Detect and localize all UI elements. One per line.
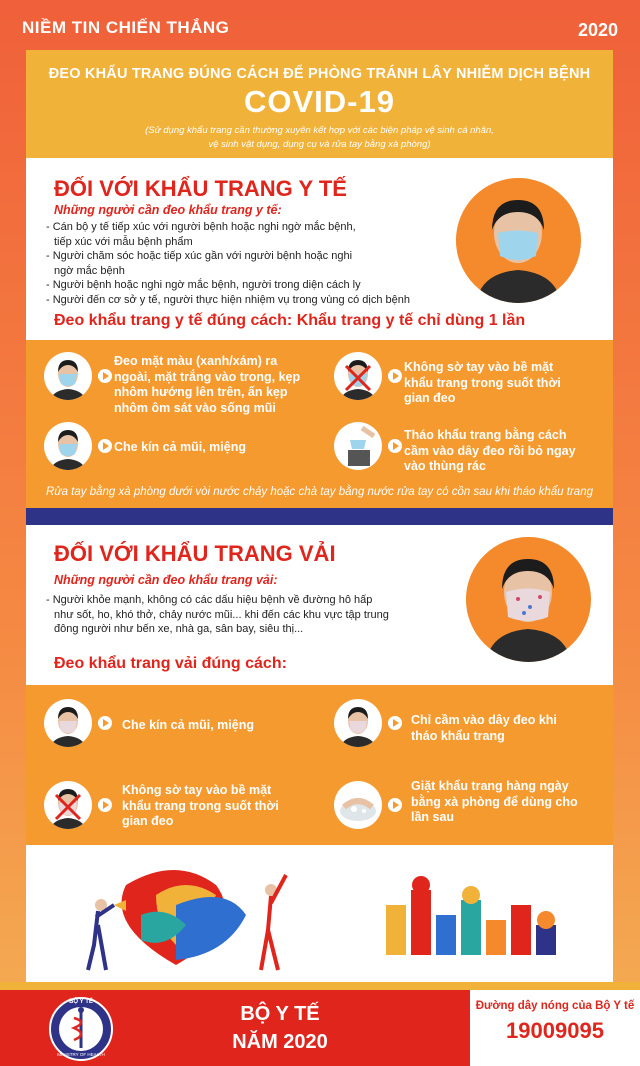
hotline-number[interactable]: 19009095 — [506, 1018, 604, 1043]
step-photo-icon — [44, 352, 92, 400]
header-note — [26, 124, 613, 152]
cloth-step-2: Chỉ cầm vào dây đeo khi tháo khẩu trang — [411, 713, 557, 743]
medical-title: ĐỐI VỚI KHẨU TRANG Y TẾ — [54, 176, 347, 201]
step-photo-icon — [44, 422, 92, 470]
footer — [0, 982, 640, 1066]
hotline-box — [470, 990, 640, 1066]
header-note-2: vệ sinh vật dụng, dụng cụ và rửa tay bằng xà phòng) — [208, 139, 431, 150]
ministry-logo — [48, 996, 114, 1062]
bullet: - Người khỏe mạnh, không có các dấu hiệu bệnh về đường hô hấp — [46, 594, 373, 606]
cloth-title: ĐỐI VỚI KHẨU TRANG VẢI — [54, 541, 336, 566]
hotline-label: Đường dây nóng của Bộ Y tế — [475, 1000, 635, 1012]
bullet: - Người bệnh hoặc nghi ngờ mắc bệnh, người trong diện cách ly — [46, 279, 361, 291]
footer-org: BỘ Y TẾ — [240, 1003, 320, 1025]
medical-mask-section — [26, 158, 613, 340]
section-divider — [26, 508, 613, 525]
cloth-bullets — [46, 593, 389, 637]
top-bar — [0, 0, 640, 50]
step-photo-icon — [44, 781, 92, 829]
hand-wash-note: Rửa tay bằng xà phòng dưới vòi nước chảy hoặc chà tay bằng nước rửa tay có cồn sau khi tháo khẩu trang — [45, 486, 593, 498]
arrow-right-icon — [98, 798, 112, 812]
cloth-mask-section — [26, 525, 613, 685]
footer-accent-line — [0, 982, 640, 990]
header-panel — [26, 50, 613, 158]
header-covid: COVID-19 — [244, 84, 395, 119]
cloth-mask-portrait — [466, 537, 591, 662]
medical-subtitle: Những người cần đeo khẩu trang y tế: — [54, 203, 282, 217]
footer-title — [215, 1000, 345, 1056]
cloth-proper-use: Đeo khẩu trang vải đúng cách: — [54, 655, 287, 672]
solidarity-illustration — [26, 845, 613, 982]
slogan: NIỀM TIN CHIẾN THẮNG — [22, 18, 230, 37]
bullet: - Người chăm sóc hoặc tiếp xúc gần với người bệnh hoặc nghi — [46, 250, 353, 262]
cloth-step-3: Không sờ tay vào bề mặt khẩu trang trong suốt thời gian đeo — [122, 783, 279, 828]
medical-steps — [26, 340, 613, 508]
arrow-right-icon — [388, 439, 402, 453]
year-label: 2020 — [577, 20, 618, 40]
washing-hands-icon — [334, 781, 382, 829]
logo-text-bottom: MINISTRY OF HEALTH — [57, 1052, 105, 1057]
bullet: - Cán bộ y tế tiếp xúc với người bệnh hoặc nghi ngờ mắc bệnh, — [46, 221, 356, 233]
bullet-cont: tiếp xúc với mẫu bệnh phẩm — [54, 235, 193, 248]
bullet-cont: đông người như bến xe, nhà ga, sân bay, siêu thị... — [54, 623, 304, 635]
step-photo-icon — [334, 699, 382, 747]
cloth-step-1: Che kín cả mũi, miệng — [122, 718, 254, 732]
medical-step-4: Tháo khẩu trang bằng cách cầm vào dây đeo rồi bỏ ngay vào thùng rác — [404, 428, 576, 473]
mask-disposal-icon — [334, 422, 382, 470]
arrow-right-icon — [98, 716, 112, 730]
medical-proper-use: Đeo khẩu trang y tế đúng cách: Khẩu trang y tế chỉ dùng 1 lần — [54, 312, 526, 329]
logo-text-top: BỘ Y TẾ — [69, 999, 93, 1005]
medical-bullets — [46, 220, 410, 307]
bullet-cont: như sốt, ho, khó thở, chảy nước mũi... khi đến các khu vực tập trung — [54, 608, 389, 621]
arrow-right-icon — [388, 369, 402, 383]
medical-mask-portrait — [456, 178, 581, 303]
bullet: - Người đến cơ sở y tế, người thực hiện nhiệm vụ trong vùng có dịch bệnh — [46, 293, 411, 306]
cloth-step-4: Giặt khẩu trang hàng ngày bằng xà phòng để dùng cho lần sau — [411, 779, 578, 824]
arrow-right-icon — [98, 369, 112, 383]
arrow-right-icon — [388, 716, 402, 730]
medical-step-1: Đeo mặt màu (xanh/xám) ra ngoài, mặt trắng vào trong, kẹp nhôm hướng lên trên, ấn kẹp nhôm ôm sát vào sống mũi — [114, 354, 301, 415]
cloth-steps — [26, 685, 613, 845]
step-photo-icon — [44, 699, 92, 747]
header-note-1: (Sử dụng khẩu trang cần thường xuyên kết hợp với các biện pháp vệ sinh cá nhân, — [145, 125, 494, 136]
medical-step-3: Che kín cả mũi, miệng — [114, 440, 246, 454]
footer-year: NĂM 2020 — [232, 1031, 328, 1053]
header-line1: ĐEO KHẨU TRANG ĐÚNG CÁCH ĐỂ PHÒNG TRÁNH LÂY NHIỄM DỊCH BỆNH — [48, 66, 591, 82]
medical-step-2: Không sờ tay vào bề mặt khẩu trang trong suốt thời gian đeo — [404, 360, 561, 405]
arrow-right-icon — [388, 798, 402, 812]
step-photo-icon — [334, 352, 382, 400]
bullet-cont: ngờ mắc bệnh — [54, 264, 125, 277]
arrow-right-icon — [98, 439, 112, 453]
cloth-subtitle: Những người cần đeo khẩu trang vải: — [54, 573, 278, 587]
